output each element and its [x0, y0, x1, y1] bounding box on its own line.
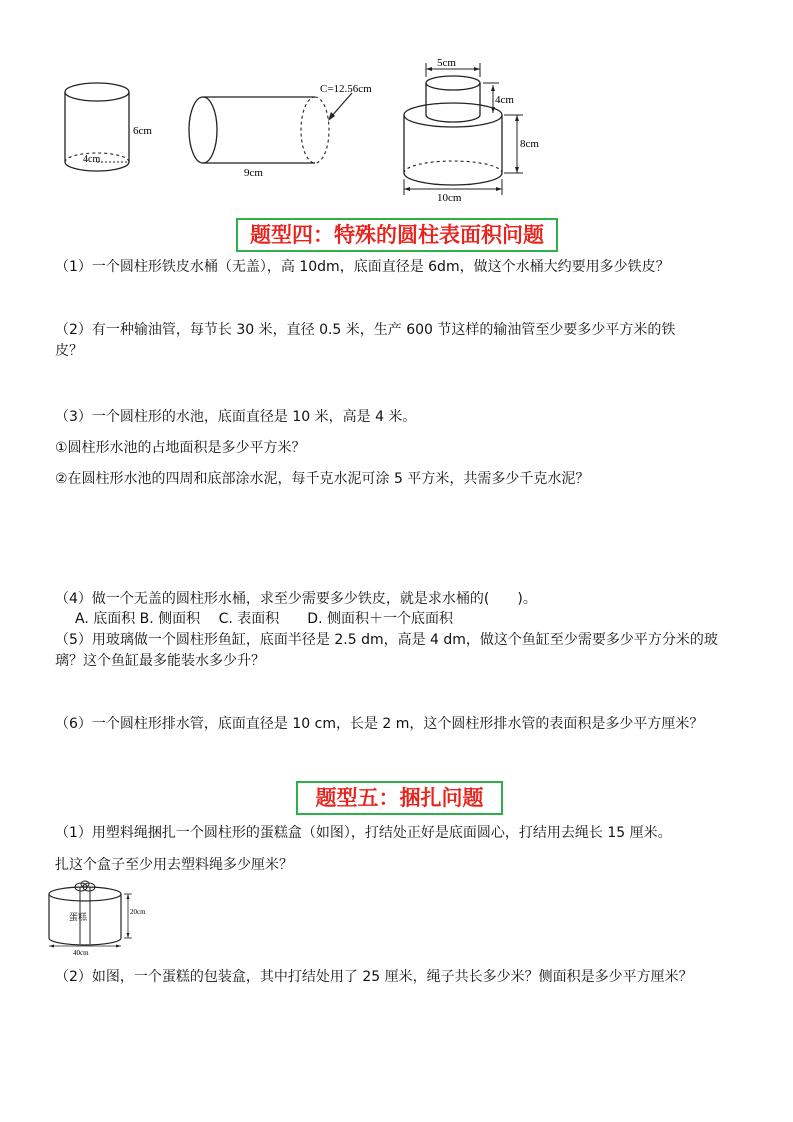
- s5-question-1-line1: （1）用塑料绳捆扎一个圆柱形的蛋糕盒（如图），打结处正好是底面圆心，打结用去绳长 15 厘米。: [55, 825, 672, 841]
- section5-title: 题型五：捆扎问题: [296, 781, 503, 815]
- s4-question-3-part-a: ①圆柱形水池的占地面积是多少平方米？: [55, 440, 306, 456]
- cylinder-figure-2: [180, 78, 385, 183]
- s4-question-3: （3）一个圆柱形的水池，底面直径是 10 米，高是 4 米。: [55, 409, 417, 425]
- s4-question-4-options: A. 底面积 B. 侧面积 C. 表面积 D. 侧面积＋一个底面积: [75, 611, 453, 627]
- cake-label: 蛋糕: [69, 913, 88, 923]
- s4-question-6: （6）一个圆柱形排水管，底面直径是 10 cm，长是 2 m，这个圆柱形排水管的表面积是多少平方厘米？: [55, 716, 704, 732]
- cake-width-label: 40cm: [73, 949, 89, 957]
- fig1-base-label: 4cm: [83, 154, 101, 165]
- s4-question-2-line2: 皮？: [55, 343, 83, 359]
- cake-box-figure: [40, 880, 160, 960]
- cake-height-label: 20cm: [130, 908, 146, 916]
- fig1-side-label: 6cm: [133, 125, 152, 137]
- s4-question-1: （1）一个圆柱形铁皮水桶（无盖），高 10dm，底面直径是 6dm，做这个水桶大约要用多少铁皮？: [55, 259, 670, 275]
- stacked-cylinders-figure: [395, 55, 555, 205]
- s5-question-2: （2）如图，一个蛋糕的包装盒，其中打结处用了 25 厘米，绳子共长多少米？侧面积是多少平方厘米？: [55, 969, 693, 985]
- fig2-length-label: 9cm: [244, 167, 263, 179]
- s4-question-3-part-b: ②在圆柱形水池的四周和底部涂水泥，每千克水泥可涂 5 平方米，共需多少千克水泥？: [55, 471, 590, 487]
- fig3-top-width-label: 5cm: [437, 57, 456, 69]
- fig3-bottom-height-label: 8cm: [520, 138, 539, 150]
- s4-question-4: （4）做一个无盖的圆柱形水桶，求至少需要多少铁皮，就是求水桶的( )。: [55, 591, 537, 607]
- section4-title: 题型四：特殊的圆柱表面积问题: [236, 218, 558, 252]
- fig3-top-height-label: 4cm: [495, 94, 514, 106]
- fig3-bottom-width-label: 10cm: [437, 192, 462, 204]
- s5-question-1-line2: 扎这个盒子至少用去塑料绳多少厘米？: [55, 857, 293, 873]
- fig2-circumference-label: C=12.56cm: [320, 83, 372, 95]
- cylinder-figure-1: [55, 70, 165, 185]
- s4-question-2-line1: （2）有一种输油管，每节长 30 米，直径 0.5 米，生产 600 节这样的输油管至少要多少平方米的铁: [55, 322, 676, 338]
- s4-question-5-line2: 璃？这个鱼缸最多能装水多少升？: [55, 653, 265, 669]
- s4-question-5-line1: （5）用玻璃做一个圆柱形鱼缸，底面半径是 2.5 dm，高是 4 dm，做这个鱼缸至少需要多少平方分米的玻: [55, 632, 718, 648]
